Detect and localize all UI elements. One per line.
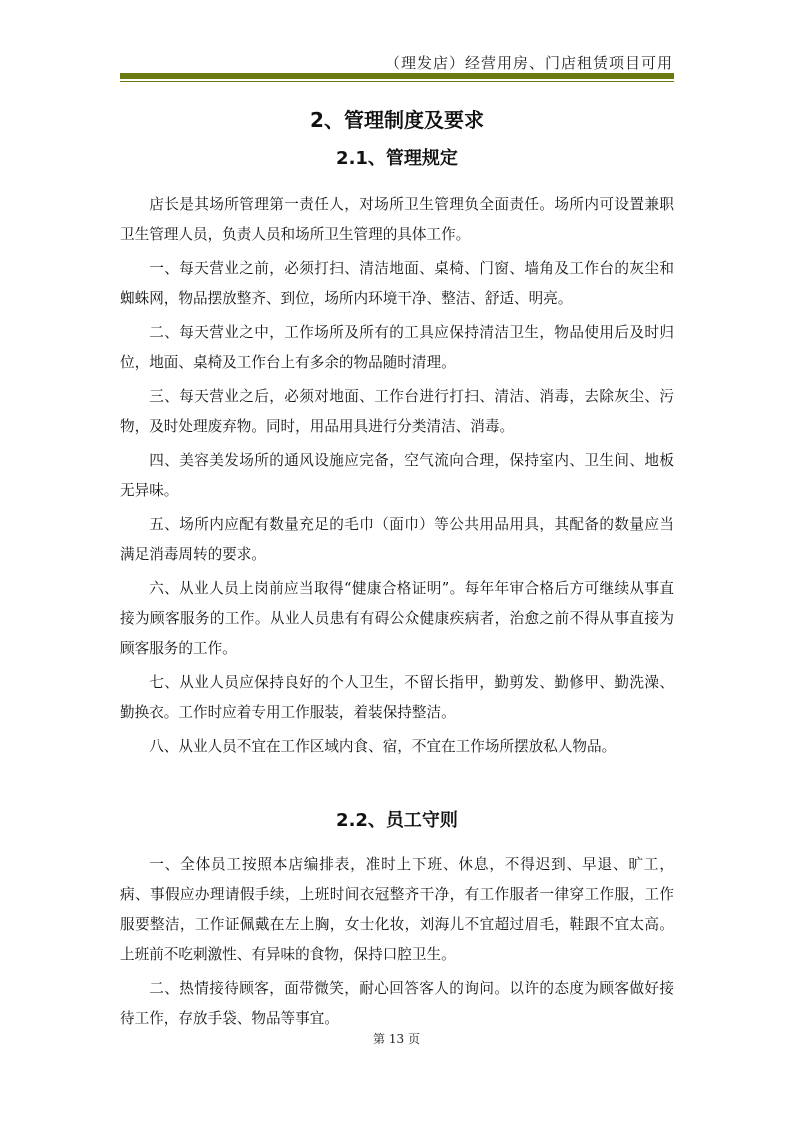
code-section	[120, 850, 674, 1034]
rules-paragraph: 三、每天营业之后，必须对地面、工作台进行打扫、清洁、消毒，去除灰尘、污物，及时处理废弃物。同时，用品用具进行分类清洁、消毒。	[120, 388, 674, 435]
rules-paragraph: 五、场所内应配有数量充足的毛巾（面巾）等公共用品用具，其配备的数量应当满足消毒周转的要求。	[120, 516, 674, 563]
code-paragraph: 一、全体员工按照本店编排表，准时上下班、休息，不得迟到、早退、旷工，病、事假应办理请假手续，上班时间衣冠整齐干净，有工作服者一律穿工作服，工作服要整洁，工作证佩戴在左上胸，女士化妆，刘海儿不宜超过眉毛，鞋跟不宜太高。上班前不吃刺激性、有异味的食物，保持口腔卫生。	[120, 856, 674, 963]
code-paragraph: 二、热情接待顾客，面带微笑，耐心回答客人的询问。以许的态度为顾客做好接待工作，存放手袋、物品等事宜。	[120, 980, 674, 1027]
section-heading-code: 2.2、员工守则	[336, 810, 458, 831]
rules-paragraph: 二、每天营业之中，工作场所及所有的工具应保持清洁卫生，物品使用后及时归位，地面、桌椅及工作台上有多余的物品随时清理。	[120, 324, 674, 371]
rules-paragraph: 店长是其场所管理第一责任人，对场所卫生管理负全面责任。场所内可设置兼职卫生管理人员，负责人员和场所卫生管理的具体工作。	[120, 196, 674, 243]
rules-paragraph: 四、美容美发场所的通风设施应完备，空气流向合理，保持室内、卫生间、地板无异味。	[120, 452, 674, 499]
rules-paragraph: 六、从业人员上岗前应当取得“健康合格证明”。每年年审合格后方可继续从事直接为顾客服务的工作。从业人员患有有碍公众健康疾病者，治愈之前不得从事直接为顾客服务的工作。	[120, 580, 674, 657]
rules-paragraph: 七、从业人员应保持良好的个人卫生，不留长指甲，勤剪发、勤修甲、勤洗澡、勤换衣。工作时应着专用工作服装，着装保持整洁。	[120, 674, 674, 721]
section-heading-rules: 2.1、管理规定	[336, 148, 458, 169]
header-title: （理发店）经营用房、门店租赁项目可用	[384, 54, 673, 72]
header-rule	[120, 73, 674, 79]
page-content	[120, 104, 674, 1038]
chapter-heading: 2、管理制度及要求	[310, 108, 484, 132]
rules-section	[120, 190, 674, 762]
page-number: 第 13 页	[373, 1032, 420, 1046]
rules-paragraph: 一、每天营业之前，必须打扫、清洁地面、桌椅、门窗、墙角及工作台的灰尘和蜘蛛网，物品摆放整齐、到位，场所内环境干净、整洁、舒适、明亮。	[120, 260, 674, 307]
rules-paragraph: 八、从业人员不宜在工作区域内食、宿，不宜在工作场所摆放私人物品。	[149, 738, 617, 755]
